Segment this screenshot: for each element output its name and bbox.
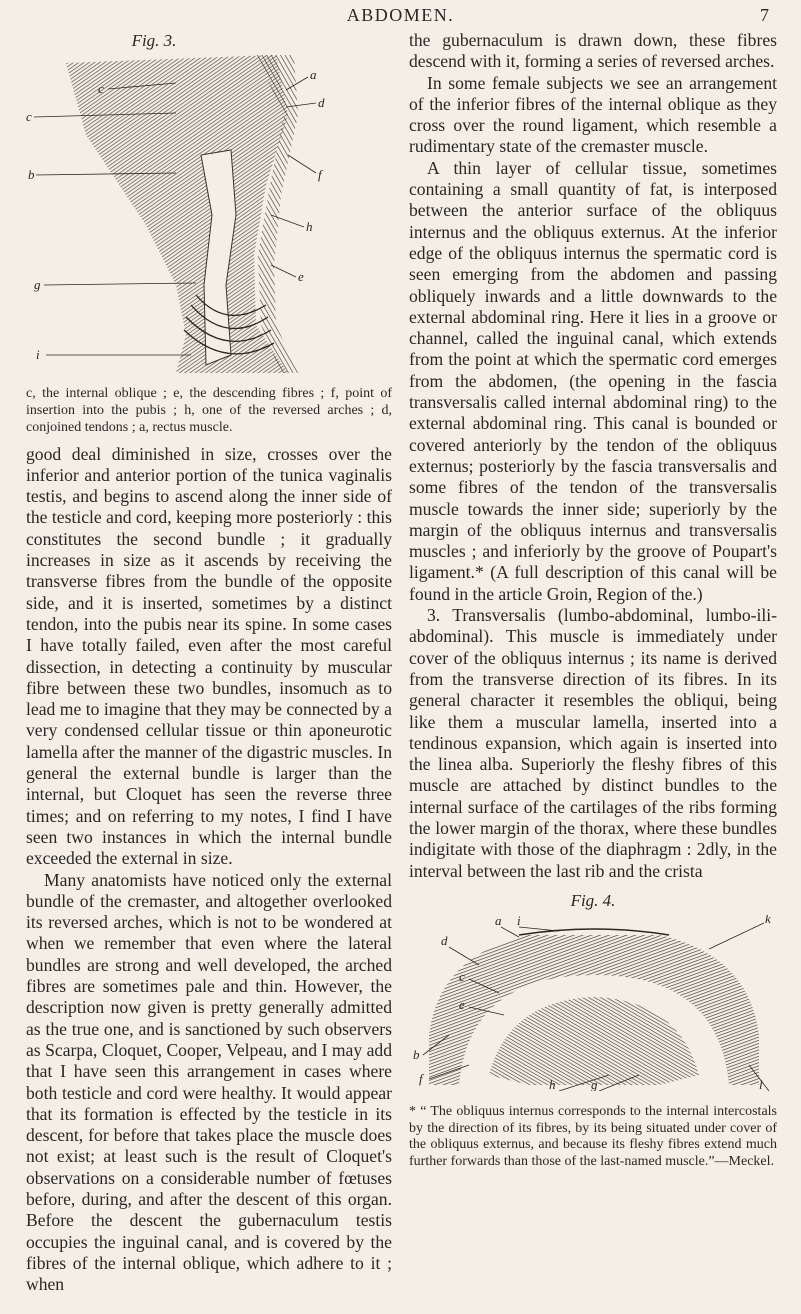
figure-3-letter-f: f — [318, 167, 322, 183]
right-paragraph-4: 3. Transversalis (lumbo-abdominal, lumbo-ili-abdominal). This muscle is immediately under cover of the obliquus internus ; its name is derived from the transverse direction of its fibres. In its general character it resembles the obliqui, being like them a muscular lamella, inserted into a tendinous expansion, which again is inserted into the linea alba. Superiorly the fleshy fibres of this muscle are attached by distinct bundles to the internal surface of the cartilages of the ribs forming the lower margin of the thorax, where these bundles indigitate with those of the diaphragm : 2dly, in the interval between the last rib and the crista — [409, 605, 777, 881]
figure-4-letter-f: f — [419, 1071, 423, 1087]
figure-4-letter-l: l — [759, 1077, 763, 1092]
figure-4 — [409, 915, 777, 1096]
figure-3-letter-h: h — [306, 219, 313, 235]
figure-3-letter-g: g — [34, 277, 41, 293]
figure-3-letter-c1: c — [98, 81, 104, 97]
page-header — [0, 4, 801, 28]
figure-3-label: Fig. 3. — [131, 31, 177, 50]
left-paragraph-2: Many anatomists have noticed only the external bundle of the cremaster, and altogether overlooked its reversed arches, which is not to be wondered at when we remember that even where the lateral bundles are strong and well developed, the arched fibres are sometimes pale and thin. However, the description now given is pretty generally admitted as the true one, and is sanctioned by such observers as Scarpa, Cloquet, Cooper, Velpeau, and I may add that I have seen this arrangement in cases where both testicle and cord were healthy. It would appear that its formation is effected by the testicle in its descent, for before that takes place the muscle does not exist; at least such is the result of Cloquet's observations on a considerable number of fœtuses before, during, and after the descent of this organ. Before the descent the gubernaculum testis occupies the inguinal canal, and is covered by the fibres of the internal oblique, which adhere to it ; when — [26, 869, 392, 1295]
figure-4-letter-i: i — [517, 915, 521, 929]
figure-4-letter-c: c — [459, 969, 465, 985]
figure-3-letter-i: i — [36, 347, 40, 363]
right-paragraph-2: In some female subjects we see an arrangement of the inferior fibres of the internal oblique as they cross over the round ligament, which resemble a rudimentary state of the cremaster muscle. — [409, 72, 777, 157]
figure-3-illustration — [26, 55, 392, 373]
figure-3-letter-b: b — [28, 167, 35, 183]
left-column — [26, 30, 392, 1295]
figure-4-letter-a: a — [495, 915, 502, 929]
figure-4-letter-h: h — [549, 1077, 556, 1092]
right-paragraph-3: A thin layer of cellular tissue, sometimes containing a small quantity of fat, is interposed between the anterior surface of the obliquus internus and the obliquus externus. At the inferior edge of the obliquus internus the spermatic cord is seen emerging from the abdomen and passing obliquely inwards and a little downwards to the external abdominal ring. Here it lies in a groove or channel, called the inguinal canal, which extends from the point at which the spermatic cord emerges from the abdomen, (the opening in the fascia transversalis called internal abdominal ring) to the external abdominal ring. This canal is bounded or covered anteriorly by the tendon of the obliquus externus; posteriorly by the fascia transversalis and some fibres of the tendon of the transversalis muscle towards the inner side; superiorly by the margin of the obliquus internus and transversalis muscles ; and inferiorly by the groove of Poupart's ligament.* (A full description of this canal will be found in the article Groin, Region of the.) — [409, 157, 777, 604]
footnote: * “ The obliquus internus corresponds to the internal intercostals by the direction of its fibres, by its being situated under cover of the obliquus externus, and because its fleshy fibres extend much further forwards than those of the last-named muscle.”—Meckel. — [409, 1104, 777, 1169]
figure-4-letter-e: e — [459, 997, 465, 1013]
figure-4-letter-k: k — [765, 915, 771, 927]
figure-3-caption: c, the internal oblique ; e, the descending fibres ; f, point of insertion into the pubis ; h, one of the reversed arches ; d, conjoined tendons ; a, rectus muscle. — [26, 385, 392, 435]
figure-4-illustration — [409, 915, 777, 1091]
page-number: 7 — [760, 5, 769, 25]
figure-4-central-mass — [489, 997, 699, 1085]
figure-4-letter-d: d — [441, 933, 448, 949]
figure-3-letter-a: a — [310, 67, 317, 83]
right-column — [409, 30, 777, 1170]
right-paragraph-1: the gubernaculum is drawn down, these fibres descend with it, forming a series of reversed arches. — [409, 30, 777, 72]
figure-3-letter-c2: c — [26, 109, 32, 125]
left-paragraph-1: good deal diminished in size, crosses over the inferior and anterior portion of the tunica vaginalis testis, and begins to ascend along the inner side of the testicle and cord, keeping more posteriorly : this constitutes the second bundle ; it gradually increases in size as it ascends by receiving the transverse fibres from the bundle of the opposite side, and it is inserted, sometimes by a distinct tendon, into the pubis near its spine. In some cases I have totally failed, even after the most careful dissection, in detecting a continuity by muscular fibre between these two bundles, insomuch as to lead me to imagine that they may be connected by a very condensed cellular tissue or thin aponeurotic lamella after the manner of the digastric muscles. In general the external bundle is larger than the internal, but Cloquet has seen the reverse three times; and on referring to my notes, I find I have seen two instances in which the internal bundle exceeded the external in size. — [26, 443, 392, 869]
figure-3-letter-d: d — [318, 95, 325, 111]
running-head: ABDOMEN. — [346, 5, 455, 25]
figure-4-label: Fig. 4. — [570, 890, 616, 910]
figure-3-letter-e: e — [298, 269, 304, 285]
figure-4-letter-g: g — [591, 1077, 598, 1092]
figure-3 — [26, 55, 392, 378]
figure-3-muscle-mass — [66, 55, 288, 373]
figure-4-letter-b: b — [413, 1047, 420, 1063]
